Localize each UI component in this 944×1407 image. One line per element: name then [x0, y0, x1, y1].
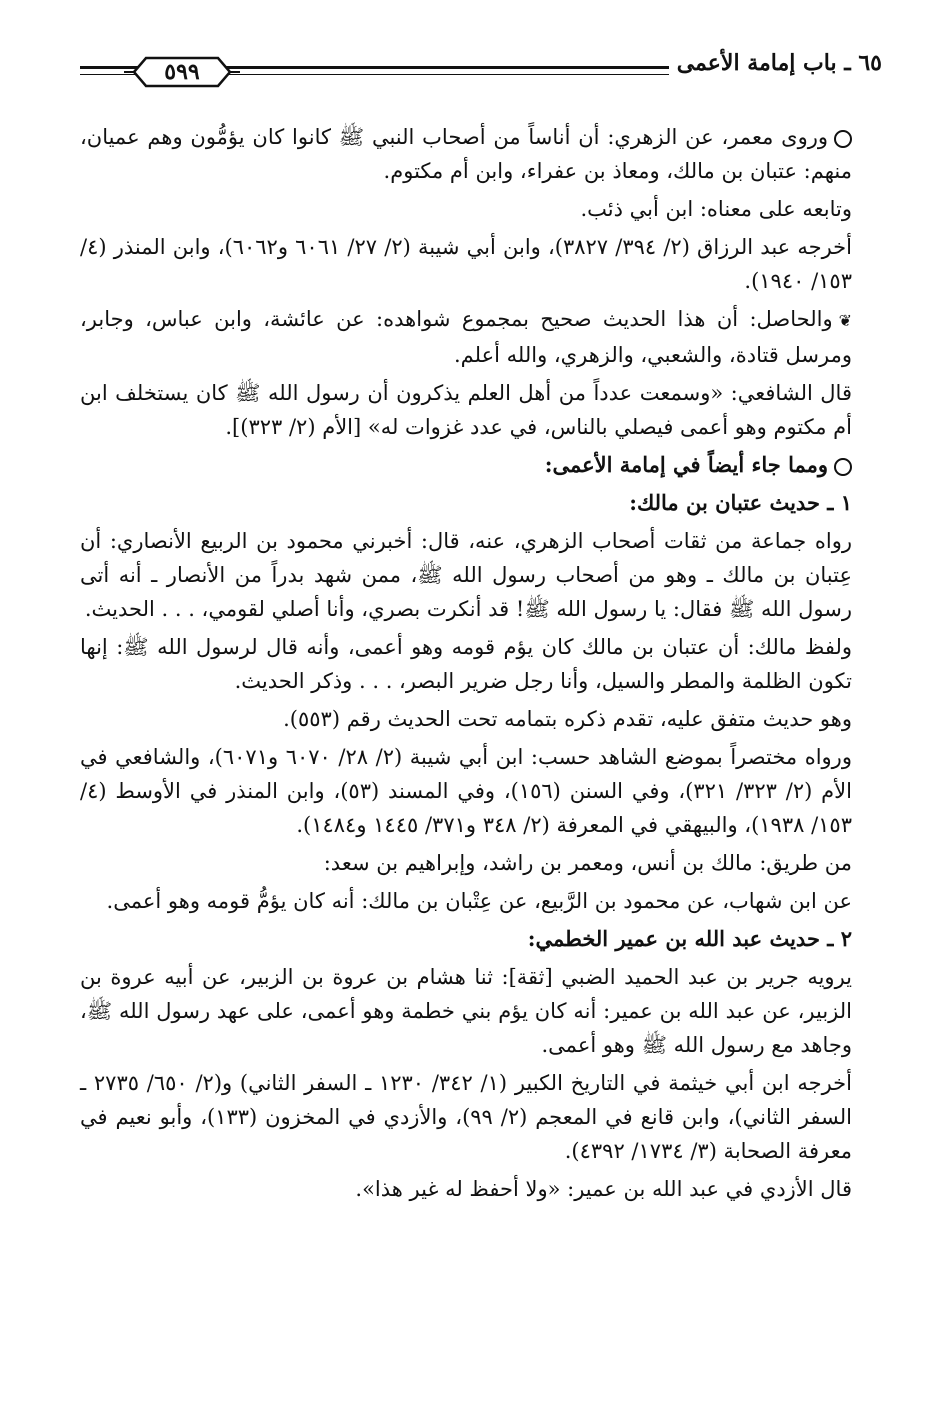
paragraph-text: أخرجه عبد الرزاق (٢/ ٣٩٤/ ٣٨٢٧)، وابن أبي شيبة (٢/ ٢٧/ ٦٠٦١ و٦٠٦٢)، وابن المنذر (٤/ ١٥٣/ ١٩٤٠).: [80, 235, 852, 293]
paragraph: [80, 702, 886, 736]
paragraph-text: وتابعه على معناه: ابن أبي ذئب.: [580, 197, 852, 221]
paragraph: [80, 630, 886, 698]
header-rule-left-thin: [80, 74, 120, 75]
paragraph: [80, 884, 886, 918]
page-header: [80, 48, 882, 112]
paragraph: [80, 1172, 886, 1206]
chapter-title: ٦٥ ـ باب إمامة الأعمى: [669, 48, 882, 78]
leaf-ornament-icon: ❦: [838, 311, 852, 330]
paragraph: [80, 448, 886, 482]
paragraph: [80, 486, 886, 520]
paragraph: [80, 524, 886, 626]
paragraph-text: من طريق: مالك بن أنس، ومعمر بن راشد، وإبراهيم بن سعد:: [323, 851, 852, 875]
paragraph-text: عن ابن شهاب، عن محمود بن الرَّبيع، عن عِتْبان بن مالك: أنه كان يؤمُّ قومه وهو أعمى.: [106, 889, 852, 913]
bullet-circle-icon: [834, 130, 852, 148]
paragraph-text: ٢ ـ حديث عبد الله بن عمير الخطمي:: [527, 926, 852, 951]
paragraph: [80, 960, 886, 1062]
paragraph: [80, 1066, 886, 1168]
paragraph-text: وروى معمر، عن الزهري: أن أناساً من أصحاب النبي ﷺ كانوا كان يؤمُّون وهم عميان، منهم: عتبان بن مالك، ومعاذ بن عفراء، وابن أم مكتوم.: [80, 125, 852, 183]
paragraph-text: والحاصل: أن هذا الحديث صحيح بمجموع شواهده: عن عائشة، وابن عباس، وجابر، ومرسل قتادة، والشعبي، والزهري، والله أعلم.: [80, 307, 852, 367]
paragraph-text: ١ ـ حديث عتبان بن مالك:: [629, 490, 852, 515]
paragraph: [80, 302, 886, 372]
header-rule-left: [80, 66, 120, 69]
bullet-circle-icon: [834, 458, 852, 476]
paragraph-text: رواه جماعة من ثقات أصحاب الزهري، عنه، قال: أخبرني محمود بن الربيع الأنصاري: أن عِتبان بن مالك ـ وهو من أصحاب رسول الله ﷺ، ممن شهد بدراً من الأنصار ـ أنه أتى رسول الله ﷺ فقال: يا رسول الله ﷺ! قد أنكرت بصري، وأنا أصلي لقومي، . . . الحديث.: [80, 529, 852, 621]
paragraph-text: وهو حديث متفق عليه، تقدم ذكره بتمامه تحت الحديث رقم (٥٥٣).: [283, 707, 852, 731]
page-number: ٥٩٩: [164, 59, 200, 85]
page-number-frame: [120, 52, 244, 92]
page-body: [80, 120, 886, 1210]
paragraph: [80, 230, 886, 298]
paragraph: [80, 192, 886, 226]
paragraph-text: ولفظ مالك: أن عتبان بن مالك كان يؤم قومه وهو أعمى، وأنه قال لرسول الله ﷺ: إنها تكون الظلمة والمطر والسيل، وأنا رجل ضرير البصر، . . . وذكر الحديث.: [80, 635, 852, 693]
paragraph-text: ورواه مختصراً بموضع الشاهد حسب: ابن أبي شيبة (٢/ ٢٨/ ٦٠٧٠ و٦٠٧١)، والشافعي في الأم (٢/ ٣٢٣/ ٣٢١)، وفي السنن (١٥٦)، وفي المسند (٥٣)، وابن المنذر في الأوسط (٤/ ١٥٣/ ١٩٣٨)، والبيهقي في المعرفة (٢/ ٣٤٨ و٣٧١/ ١٤٤٥ و١٤٨٤).: [80, 745, 852, 837]
paragraph-text: قال الأزدي في عبد الله بن عمير: «ولا أحفظ له غير هذا».: [355, 1177, 852, 1201]
paragraph: [80, 922, 886, 956]
paragraph: [80, 740, 886, 842]
paragraph: [80, 846, 886, 880]
paragraph-text: قال الشافعي: «وسمعت عدداً من أهل العلم يذكرون أن رسول الله ﷺ كان يستخلف ابن أم مكتوم وهو أعمى فيصلي بالناس، في عدد غزوات له» [الأم (٢/ ٣٢٣)].: [80, 381, 852, 439]
paragraph-text: يرويه جرير بن عبد الحميد الضبي [ثقة]: ثنا هشام بن عروة بن الزبير، عن أبيه عروة بن الزبير، عن عبد الله بن عمير: أنه كان يؤم بني خطمة وهو أعمى، على عهد رسول الله ﷺ، وجاهد مع رسول الله ﷺ وهو أعمى.: [80, 965, 852, 1057]
paragraph: [80, 120, 886, 188]
paragraph: [80, 376, 886, 444]
paragraph-text: أخرجه ابن أبي خيثمة في التاريخ الكبير (١/ ٣٤٢/ ١٢٣٠ ـ السفر الثاني) و(٢/ ٦٥٠/ ٢٧٣٥ ـ السفر الثاني)، وابن قانع في المعجم (٢/ ٩٩)، والأزدي في المخزون (١٣٣)، وأبو نعيم في معرفة الصحابة (٣/ ١٧٣٤/ ٤٣٩٢).: [80, 1071, 852, 1163]
paragraph-text: ومما جاء أيضاً في إمامة الأعمى:: [544, 452, 828, 477]
